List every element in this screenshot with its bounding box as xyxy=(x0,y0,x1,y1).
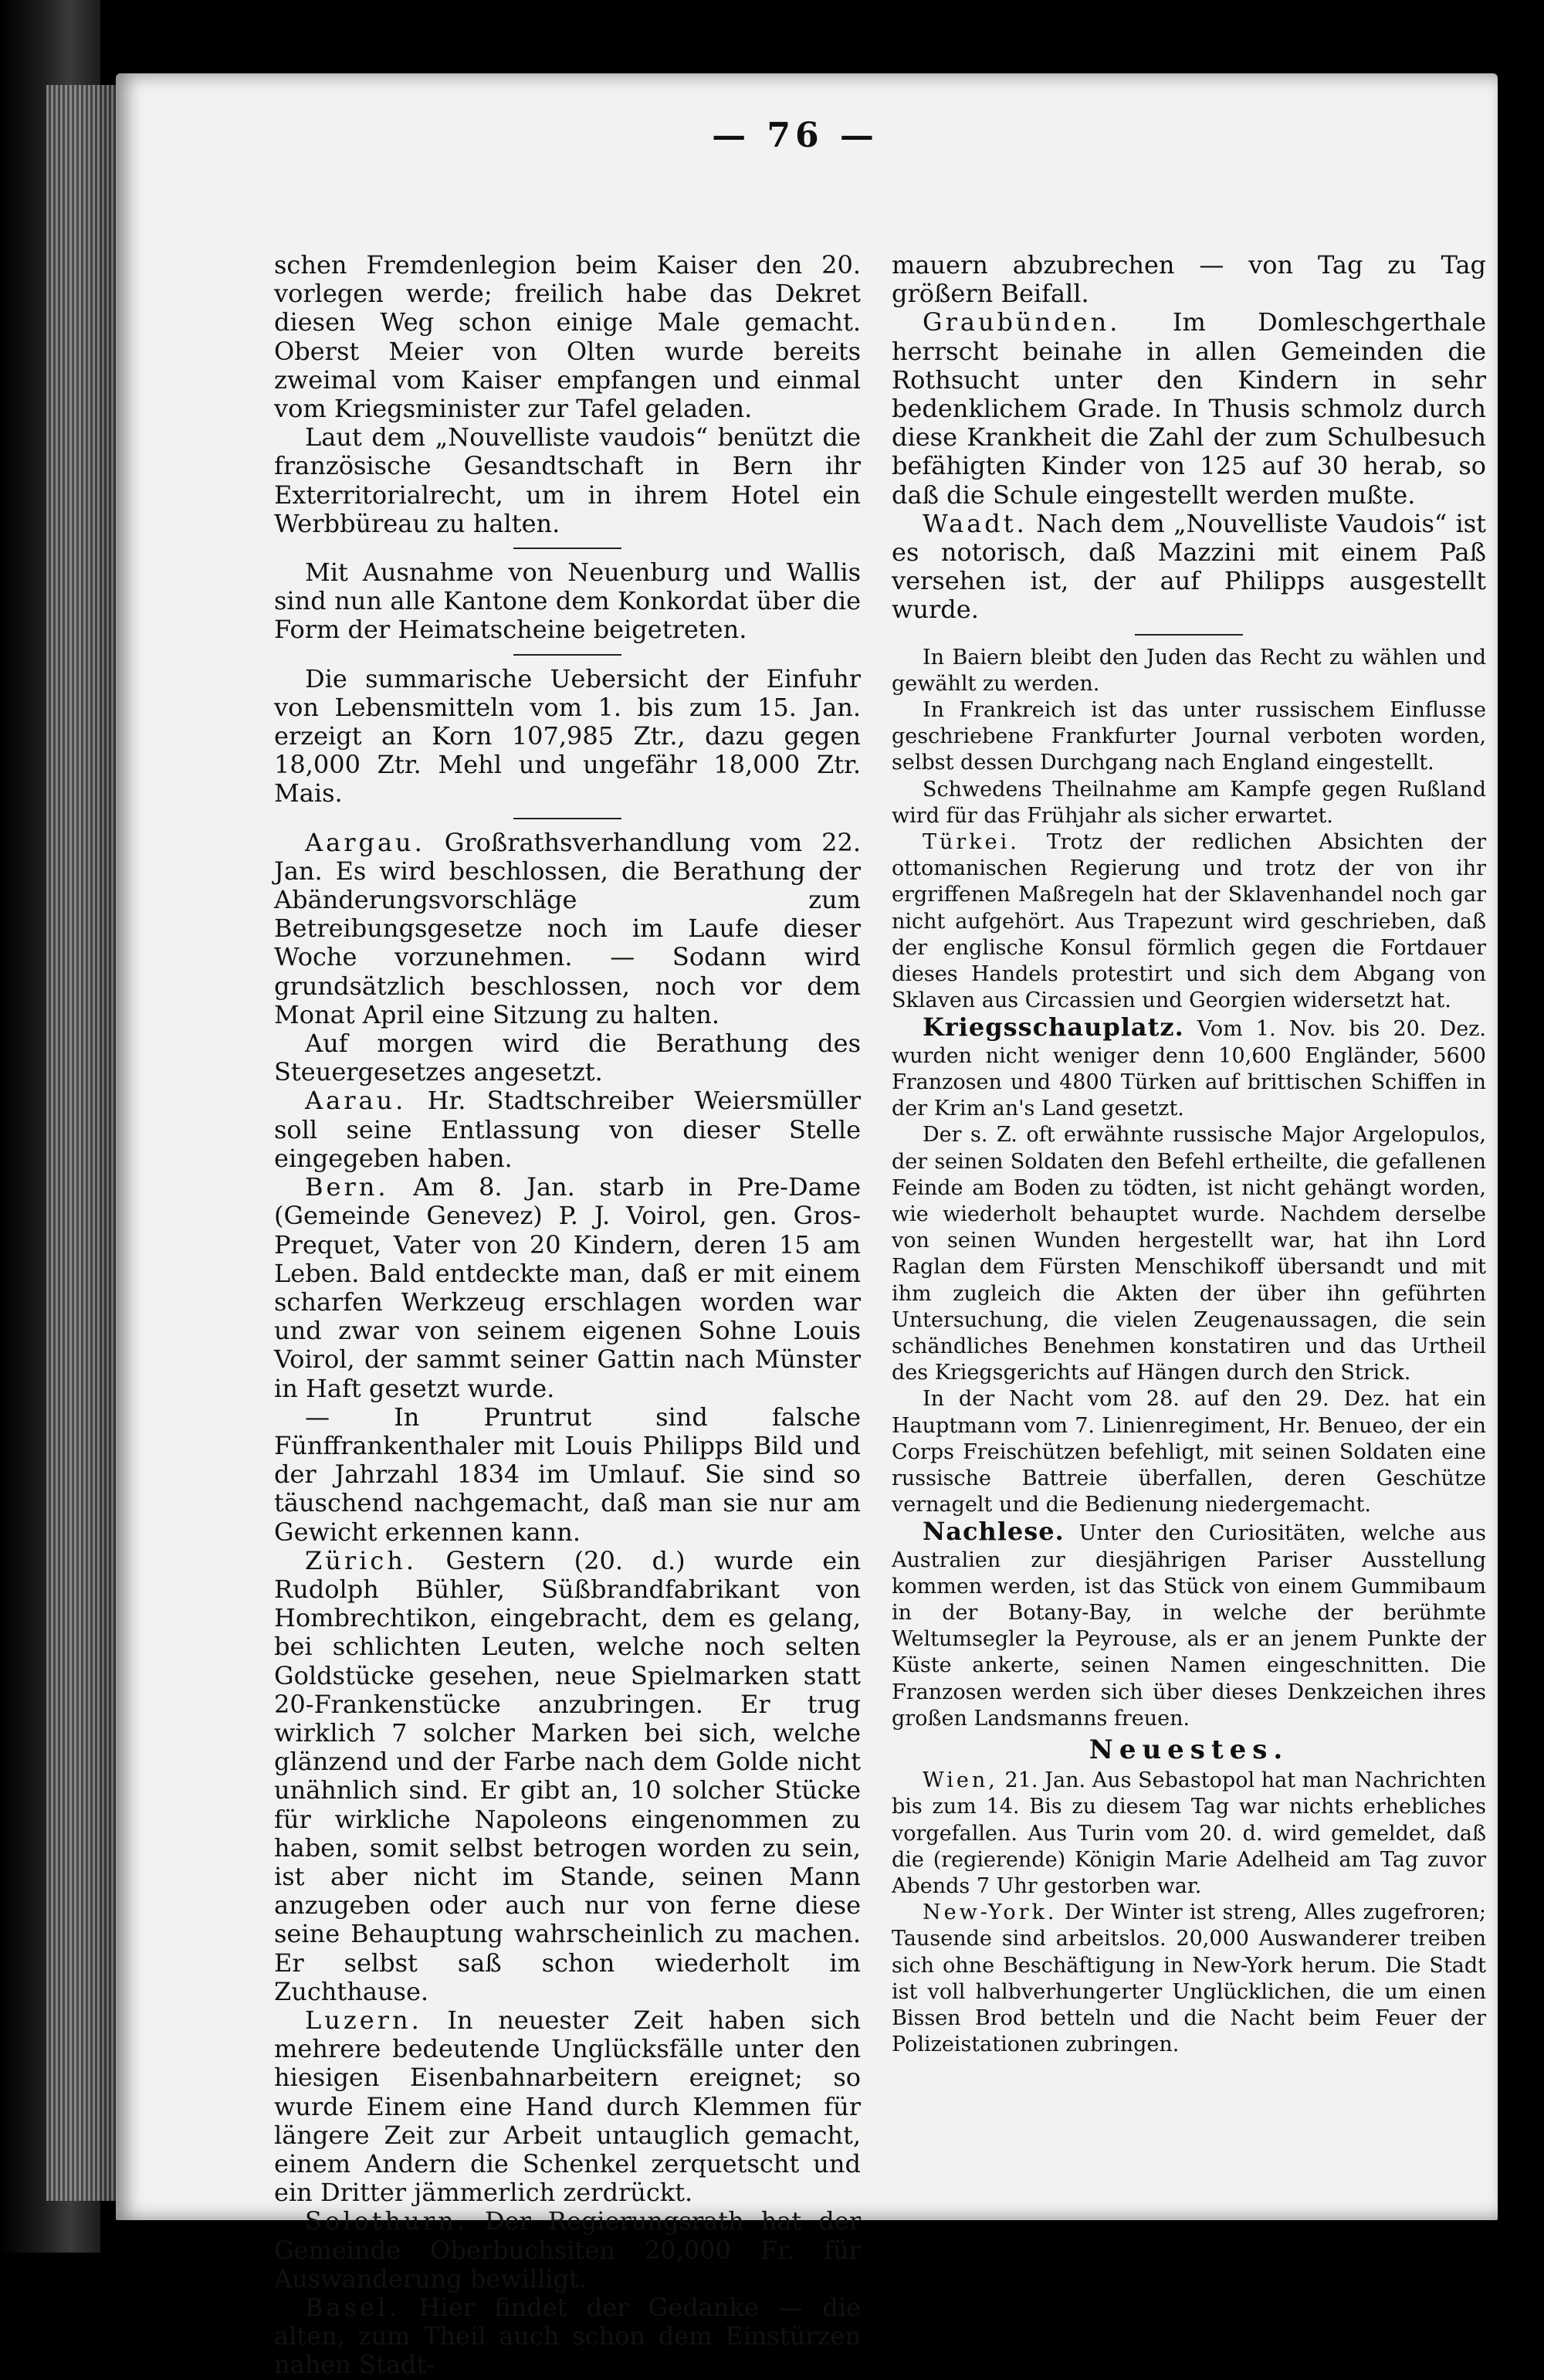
tuerkei-text: Trotz der redlichen Absichten der ottomanischen Regierung und trotz der von ihr ergriffenen Maßregeln hat der Sklavenhandel noch gar nicht aufgehört. Aus Trapezunt wird geschrieben, daß der englische Konsul förmlich gegen die Fortdauer dieses Handels protestirt und sich dem Abgang von Sklaven aus Circassien und Georgien widersetzt hat. xyxy=(892,830,1486,1013)
article-schweden: Schwedens Theilnahme am Kampfe gegen Rußland wird für das Frühjahr als sicher erwartet. xyxy=(892,777,1486,828)
newyork-text: Der Winter ist streng, Alles zugefroren; Tausende sind arbeitslos. 20,000 Auswanderer treiben sich ohne Beschäftigung in New-York herum. Die Stadt ist voll halbverhungerter Unglücklichen, die um einen Bissen Brod betteln und die Nacht beim Feuer der Polizeistationen zubringen. xyxy=(892,1900,1486,2057)
article-baiern: In Baiern bleibt den Juden das Recht zu wählen und gewählt zu werden. xyxy=(892,645,1486,696)
place-waadt: Waadt. xyxy=(923,508,1028,538)
article-basel-cont: mauern abzubrechen — von Tag zu Tag größern Beifall. xyxy=(892,250,1486,309)
heading-neuestes: Neuestes. xyxy=(1089,1734,1289,1765)
article-aarau xyxy=(274,1087,861,1173)
article-newyork xyxy=(892,1900,1486,2058)
right-column xyxy=(892,251,1486,2058)
place-newyork: New-York. xyxy=(923,1900,1058,1925)
article-aargau xyxy=(274,829,861,1029)
article-aargau-2: Auf morgen wird die Berathung des Steuergesetzes angesetzt. xyxy=(274,1029,861,1087)
article-bern xyxy=(274,1173,861,1403)
place-solothurn: Solothurn. xyxy=(305,2206,468,2236)
waadt-text: Nach dem „Nouvelliste Vaudois“ ist es notorisch, daß Mazzini mit einem Paß versehen ist, der auf Philipps ausgestellt wurde. xyxy=(892,508,1487,625)
article-zuerich xyxy=(274,1547,861,2006)
separator-rule xyxy=(513,654,621,656)
article-einfuhr: Die summarische Uebersicht der Einfuhr von Lebensmitteln vom 1. bis zum 15. Jan. erzeigt an Korn 107,985 Ztr., dazu gegen 18,000 Ztr. Mehl und ungefähr 18,000 Ztr. Mais. xyxy=(274,663,861,809)
aarau-text: Hr. Stadtschreiber Weiersmüller soll seine Entlassung von dieser Stelle eingegeben haben. xyxy=(274,1086,862,1173)
aargau-text: Großrathsverhandlung vom 22. Jan. Es wird beschlossen, die Berathung der Abänderungsvorschläge zum Betreibungsgesetze noch im Laufe dieser Woche vorzunehmen. — Sodann wird grundsätzlich beschlossen, noch vor dem Monat April eine Sitzung zu halten. xyxy=(274,827,862,1029)
article-graubuenden xyxy=(892,308,1486,509)
article-waadt xyxy=(892,510,1486,625)
graubuenden-text: Im Domleschgerthale herrscht beinahe in allen Gemeinden die Rothsucht unter den Kindern in sehr bedenklichem Grade. In Thusis schmolz durch diese Krankheit die Zahl der zum Schulbesuch befähigten Kinder von 125 auf 30 herab, so daß die Schule eingestellt werden mußte. xyxy=(892,307,1487,510)
article-luzern xyxy=(274,2006,861,2207)
separator-rule xyxy=(513,818,621,819)
article-konkordat: Mit Ausnahme von Neuenburg und Wallis sind nun alle Kantone dem Konkordat über die Form der Heimatscheine beigetreten. xyxy=(274,558,861,645)
place-bern: Bern. xyxy=(305,1172,389,1202)
page-edges xyxy=(46,85,116,2201)
article-nachlese xyxy=(892,1518,1486,1732)
nachlese-text: Unter den Curiositäten, welche aus Australien zur diesjährigen Pariser Ausstellung kommen werden, ist das Stück von einem Gummibaum in der Botany-Bay, in welche der berühmte Weltumsegler la Peyrouse, als er an jenem Punkte der Küste ankerte, seinen Namen eingeschnitten. Die Franzosen werden sich über dieses Denkzeichen ihres großen Landsmanns freuen. xyxy=(892,1521,1486,1731)
separator-rule xyxy=(1135,634,1243,636)
heading-nachlese: Nachlese. xyxy=(923,1517,1065,1547)
left-column xyxy=(274,251,861,2380)
place-wien: Wien, xyxy=(923,1768,998,1793)
article-basel xyxy=(274,2294,861,2380)
article-argelopulos: Der s. Z. oft erwähnte russische Major Argelopulos, der seinen Soldaten den Befehl ertheilte, die gefallenen Feinde am Boden zu tödten, ist nicht gehängt worden, wie wiederholt behauptet wurde. Nachdem derselbe von seinen Wunden hergestellt war, hat ihn Lord Raglan dem Fürsten Menschikoff übersandt und mit ihm zugleich die Akten der über ihn geführten Untersuchung, die vielen Zeugenaussagen, die sein schändliches Benehmen konstatiren und das Urtheil des Kriegsgerichts auf Hängen durch den Strick. xyxy=(892,1123,1486,1385)
bern-text: Am 8. Jan. starb in Pre-Dame (Gemeinde Genevez) P. J. Voirol, gen. Gros-Prequet, Vater von 20 Kindern, deren 15 am Leben. Bald entdeckte man, daß er mit einem scharfen Werkzeug erschlagen worden war und zwar von seinem eigenen Sohne Louis Voirol, der sammt seiner Gattin nach Münster in Haft gesetzt wurde. xyxy=(274,1172,862,1403)
luzern-text: In neuester Zeit haben sich mehrere bedeutende Unglücksfälle unter den hiesigen Eisenbahnarbeitern ereignet; so wurde Einem eine Hand durch Klemmen für längere Zeit zur Arbeit untauglich gemacht, einem Andern die Schenkel zerquetscht und ein Dritter jämmerlich zerdrückt. xyxy=(274,2005,862,2208)
article-pruntrut: — In Pruntrut sind falsche Fünffrankenthaler mit Louis Philipps Bild und der Jahrzahl 1834 im Umlauf. Sie sind so täuschend nachgemacht, daß man sie nur am Gewicht erkennen kann. xyxy=(274,1402,861,1547)
separator-rule xyxy=(513,548,621,549)
article-fremdenlegion: schen Fremdenlegion beim Kaiser den 20. vorlegen werde; freilich habe das Dekret diesen Weg schon einige Male gemacht. Oberst Meier von Olten wurde bereits zweimal vom Kaiser empfangen und einmal vom Kriegsminister zur Tafel geladen. xyxy=(274,250,861,424)
kriegsschauplatz-text: Vom 1. Nov. bis 20. Dez. wurden nicht weniger denn 10,600 Engländer, 5600 Franzosen und 4800 Türken auf brittischen Schiffen in der Krim an's Land gesetzt. xyxy=(892,1017,1486,1121)
place-aargau: Aargau. xyxy=(305,827,425,857)
basel-text: Hier findet der Gedanke — die alten, zum Theil auch schon dem Einstürzen nahen Stadt- xyxy=(274,2293,862,2380)
article-kriegsschauplatz xyxy=(892,1014,1486,1122)
place-tuerkei: Türkei. xyxy=(923,830,1020,855)
article-nouvelliste: Laut dem „Nouvelliste vaudois“ benützt die französische Gesandtschaft in Bern ihr Exterritorialrecht, um in ihrem Hotel ein Werbbüreau zu halten. xyxy=(274,422,861,538)
article-battreie: In der Nacht vom 28. auf den 29. Dez. hat ein Hauptmann vom 7. Linienregiment, Hr. Benueo, der ein Corps Freischützen befehligt, mit seinen Soldaten eine russische Battreie überfallen, deren Geschütze vernagelt und die Bedienung niedergemacht. xyxy=(892,1387,1486,1517)
page-number: — 76 — xyxy=(712,116,879,155)
article-solothurn xyxy=(274,2207,861,2294)
heading-kriegsschauplatz: Kriegsschauplatz. xyxy=(923,1012,1184,1043)
zuerich-text: Gestern (20. d.) wurde ein Rudolph Bühler, Süßbrandfabrikant von Hombrechtikon, eingebracht, dem es gelang, bei schlichten Leuten, welche noch selten Goldstücke gesehen, neue Spielmarken statt 20-Frankenstücke anzubringen. Er trug wirklich 7 solcher Marken bei sich, welche glänzend und der Farbe nach dem Golde nicht unähnlich sind. Er gibt an, 10 solcher Stücke für wirkliche Napoleons eingenommen zu haben, somit selbst betrogen worden zu sein, ist aber nicht im Stande, seinen Mann anzugeben oder auch nur von ferne diese seine Behauptung wahrscheinlich zu machen. Er selbst saß schon wiederholt im Zuchthause. xyxy=(274,1545,862,2006)
wien-text: 21. Jan. Aus Sebastopol hat man Nachrichten bis zum 14. Bis zu diesem Tag war nichts erhebliches vorgefallen. Aus Turin vom 20. d. wird gemeldet, daß die (regierende) Königin Marie Adelheid am Tag zuvor Abends 7 Uhr gestorben war. xyxy=(892,1768,1486,1898)
solothurn-text: Der Regierungsrath hat der Gemeinde Oberbuchsiten 20,000 Fr. für Auswanderung bewilligt. xyxy=(274,2206,862,2294)
article-tuerkei xyxy=(892,829,1486,1014)
article-frankreich: In Frankreich ist das unter russischem Einflusse geschriebene Frankfurter Journal verboten worden, selbst dessen Durchgang nach England eingestellt. xyxy=(892,698,1486,775)
article-wien xyxy=(892,1768,1486,1900)
place-basel: Basel. xyxy=(305,2293,400,2323)
place-luzern: Luzern. xyxy=(305,2005,422,2035)
place-zuerich: Zürich. xyxy=(305,1545,418,1575)
place-aarau: Aarau. xyxy=(305,1086,407,1116)
place-graubuenden: Graubünden. xyxy=(923,307,1121,337)
